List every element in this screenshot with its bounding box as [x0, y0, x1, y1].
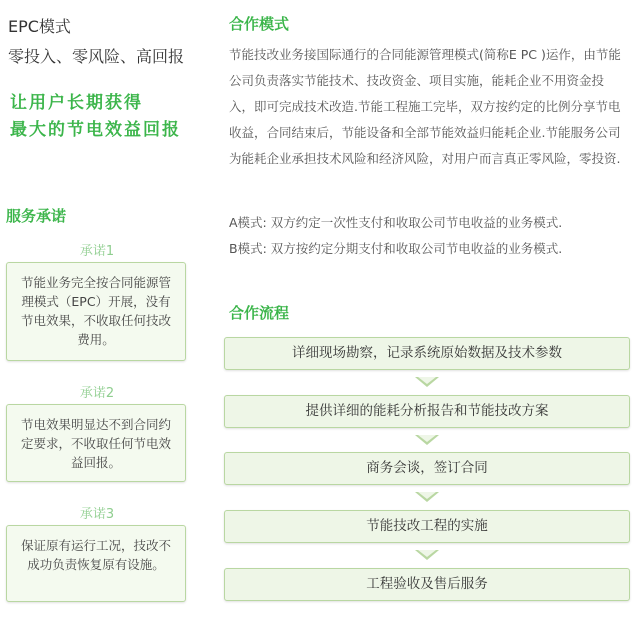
pledge-2-title: 承诺2 — [79, 386, 115, 401]
pledge-3-box — [6, 525, 186, 602]
epc-title: EPC模式 — [8, 17, 71, 36]
flow-step-1: 详细现场勘察，记录系统原始数据及技术参数 — [224, 337, 630, 370]
flow-step-4: 节能技改工程的实施 — [224, 510, 630, 543]
pledge-3-title: 承诺3 — [79, 507, 115, 522]
flow-arrow-down-icon — [415, 492, 439, 502]
slogan-line-2: 最大的节电效益回报 — [10, 120, 181, 140]
pledge-2-box — [6, 404, 186, 482]
flow-step-3: 商务会谈，签订合同 — [224, 452, 630, 485]
service-heading: 服务承诺 — [6, 207, 67, 225]
pledge-2-text: 节电效果明显达不到合同约定要求，不收取任何节电效益回报。 — [20, 417, 171, 470]
flow-arrow-down-icon — [415, 377, 439, 387]
pledge-1-text: 节能业务完全按合同能源管理模式（EPC）开展，没有节电效果，不收取任何技改费用。 — [20, 275, 171, 347]
flow-step-2: 提供详细的能耗分析报告和节能技改方案 — [224, 395, 630, 428]
epc-subtitle: 零投入、零风险、高回报 — [8, 47, 185, 66]
pledge-1-box — [6, 262, 186, 361]
pledge-3-text: 保证原有运行工况，技改不成功负责恢复原有设施。 — [20, 538, 171, 572]
mode-a-text: A模式: 双方约定一次性支付和收取公司节电收益的业务模式. — [229, 215, 563, 230]
mode-b-text: B模式: 双方按约定分期支付和收取公司节电收益的业务模式. — [229, 241, 563, 256]
cooperation-flow-heading: 合作流程 — [229, 304, 290, 322]
slogan-line-1: 让用户长期获得 — [10, 93, 143, 113]
flow-arrow-down-icon — [415, 550, 439, 560]
cooperation-mode-heading: 合作模式 — [229, 15, 290, 33]
flow-step-5: 工程验收及售后服务 — [224, 568, 630, 601]
pledge-1-title: 承诺1 — [79, 244, 115, 259]
cooperation-mode-body: 节能技改业务接国际通行的合同能源管理模式(简称E PC )运作，由节能公司负责落实节能技术、技改资金、项目实施，能耗企业不用资金投入，即可完成技术改造.节能工程施工完毕，双方按约定的比例分享节电收益，合同结束后，节能设备和全部节能效益归能耗企业.节能服务公司为能耗企业承担技术风险和经济风险，对用户而言真正零风险，零投资. — [229, 47, 621, 166]
flow-arrow-down-icon — [415, 435, 439, 445]
